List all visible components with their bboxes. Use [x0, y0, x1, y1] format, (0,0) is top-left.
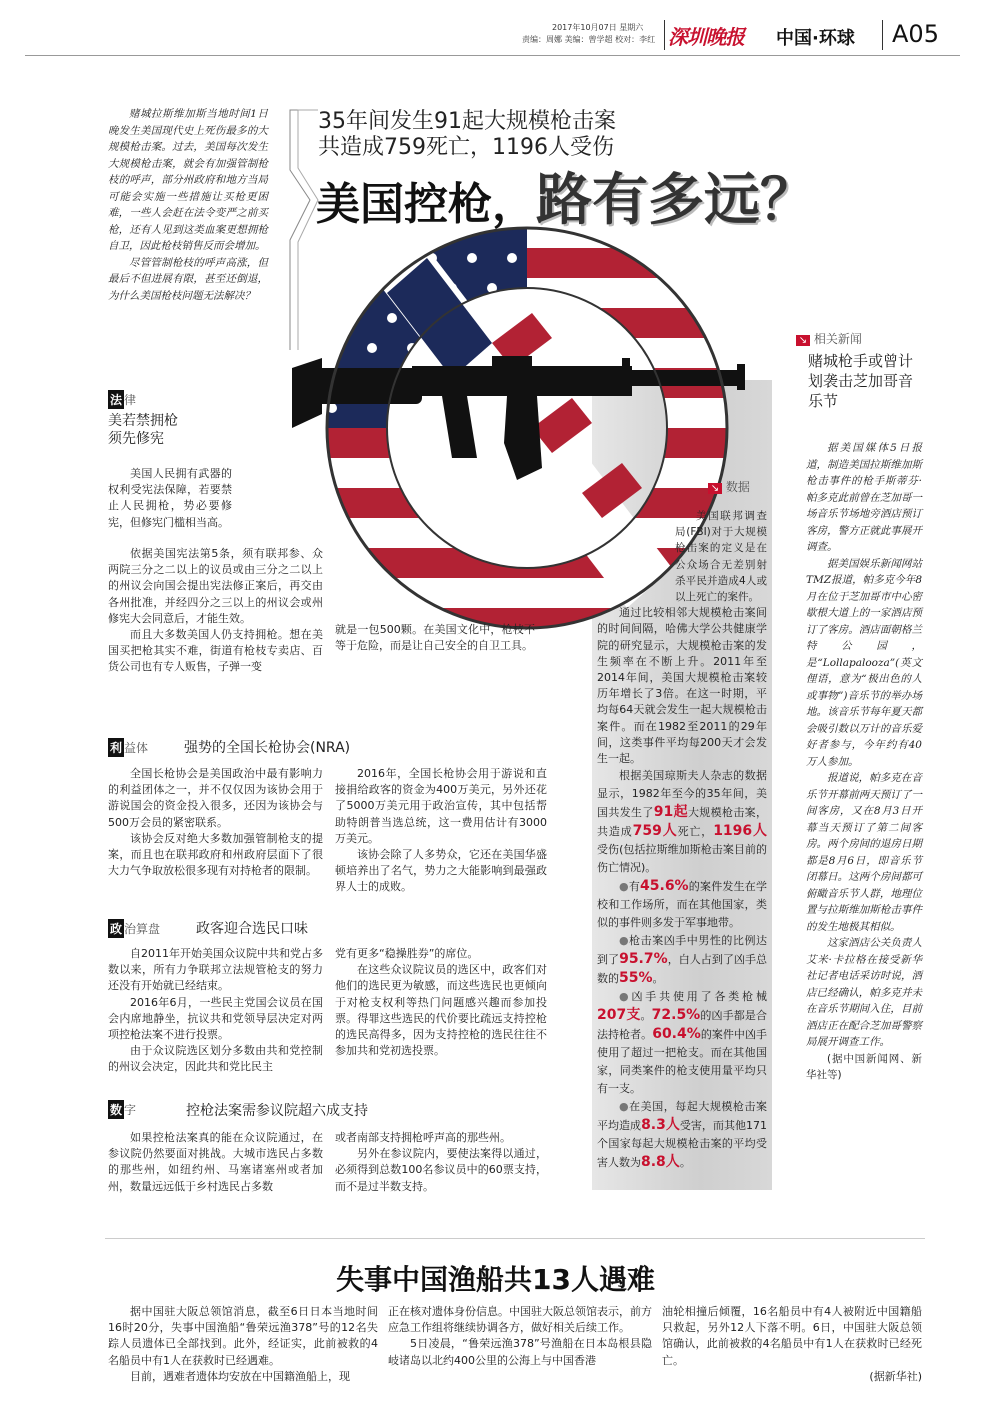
data-label [708, 478, 750, 495]
related-title-2: 划袭击芝加哥音 [808, 372, 914, 390]
law-tag-box: 法 [108, 390, 124, 409]
math-tag-box: 数 [108, 1100, 124, 1119]
boat-col-1 [108, 1304, 378, 1385]
related-paragraph-2: 据美国娱乐新闻网站TMZ报道，帕多克今年8月在位于芝加哥市中心密歇根大道上的一家酒店预订了客房。酒店面朝格兰特公园，是“Lollapalooza”(英文俚语，意为“极出色的人或事物”)音乐节的举办场地。该音乐节每年夏天都会吸引数以万计的音乐爱好者参与，今年约有40万人参加。 [806, 557, 922, 768]
politics-title: 政客迎合选民口味 [196, 921, 308, 937]
politics-tag-rest: 治算盘 [124, 922, 161, 936]
law-paragraph-4: 就是一包500颗。在美国文化中，枪枝不等于危险，而是让自己安全的自卫工具。 [335, 623, 535, 653]
header-rule [25, 55, 960, 56]
math-paragraph-3: 另外在参议院内，要使法案得以通过，必须得到总数100名参议员中的60票支持，而不是过半数支持。 [335, 1147, 547, 1193]
header-date: 2017年10月07日 星期六 [552, 23, 644, 32]
law-paragraph-2: 依据美国宪法第5条，须有联邦参、众两院三分之二以上的议员或由三分之二以上的州议会向国会提出宪法修正案后，再交由各州批准，并经四分之三以上的州议会或州修宪大会同意后，才能生效。 [108, 547, 323, 625]
law-body-narrow [108, 466, 232, 531]
math-col-2 [335, 1130, 547, 1195]
data-paragraph-2: 通过比较相邻大规模枪击案间的时间间隔，哈佛大学公共健康学院的研究显示，大规模枪击案的发生频率在不断上升。2011年至2014年间，美国大规模枪击案较历年增长了3倍。在这一时期，平均每64天就会发生一起大规模枪击案件。而在1982至2011的29年间，这类事件平均每200天才会发生一起。 [597, 606, 767, 766]
data-stat-72: 72.5% [651, 1007, 701, 1024]
related-paragraph-4: 这家酒店公关负责人艾米·卡拉格在接受新华社记者电话采访时说，酒店已经确认，帕多克并未在音乐节期间入住，目前酒店正在配合芝加哥警察局展开调查工作。 [806, 937, 922, 1048]
math-paragraph-2: 或者南部支持拥枪呼声高的那些州。 [335, 1131, 511, 1144]
politics-paragraph-5: 在这些众议院议员的选区中，政客们对他们的选民更为敏感，而这些选民也更倾向于对枪支权利等热门问题感兴趣而参加投票。得罪这些选民的代价要比疏远支持控枪的选民高得多，因为支持控枪的选民往往不参加共和党初选投票。 [335, 963, 547, 1058]
header-divider-2 [882, 20, 883, 50]
boat-paragraph-2: 目前，遇难者遗体均安放在中国籍渔船上，现 [130, 1369, 350, 1383]
data-bullet-1 [597, 877, 767, 932]
data-stat-759: 759人 [632, 823, 678, 840]
data-stat-207: 207支 [597, 1007, 641, 1024]
headline-main-b: 路有多远？ [536, 168, 816, 233]
data-b1-b: 的案件发生在学校和工作场所，而在其他国家，类似的事件则多发于军事地带。 [597, 880, 768, 930]
math-paragraph-1: 如果控枪法案真的能在众议院通过，在参议院仍然要面对挑战。大城市选民占多数的那些州，如纽约州、马塞诸塞州或者加州，数量远远低于乡村选民占多数 [108, 1131, 323, 1193]
data-arrow-icon: ↘ [708, 483, 722, 494]
newspaper-logo: 深圳晚报 [668, 25, 744, 49]
law-paragraph-1: 美国人民拥有武器的权利受宪法保障，若要禁止人民拥枪，势必要修宪，但修宪门槛相当高。 [108, 467, 232, 529]
data-b1-a: 有 [628, 880, 641, 894]
data-b4-c: 。 [679, 1156, 691, 1170]
data-b2-b: ，白人占到了凶手总数的 [597, 953, 768, 986]
politics-paragraph-2: 2016年6月，一些民主党国会议员在国会内席地静坐，抗议共和党领导层决定对两项控枪法案不进行投票。 [108, 995, 323, 1042]
law-body-wide [108, 546, 323, 676]
headline-sub-1: 35年间发生91起大规模枪击案 [318, 109, 616, 134]
bullet-icon: ● [619, 1100, 630, 1114]
boat-paragraph-1: 据中国驻大阪总领馆消息，截至6日日本当地时间16时20分，失事中国渔船“鲁荣远渔378”号的12名失踪人员遗体已全部找到。此外，经证实，此前被救的4名船员中有1人在获救时已经遇难。 [108, 1305, 378, 1367]
law-tag [108, 390, 136, 409]
section-rule [105, 1238, 925, 1239]
data-stat-45: 45.6% [640, 878, 689, 895]
bullet-icon: ● [619, 934, 630, 948]
interest-paragraph-2: 该协会反对绝大多数加强管制枪支的提案，而且也在联邦政府和州政府层面下了很大力气争取放松很多现有对持枪者的限制。 [108, 831, 323, 878]
data-stat-60: 60.4% [652, 1026, 701, 1043]
data-b3-a: 凶手共使用了各类枪械 [631, 990, 767, 1004]
data-label-text: 数据 [725, 480, 750, 494]
related-arrow-icon: ↘ [796, 335, 810, 346]
data-stat-95: 95.7% [619, 951, 668, 968]
data-b4-a: 在美国，每起大规模枪击案平均造成 [597, 1100, 767, 1133]
header-bar [520, 18, 960, 58]
politics-tag [108, 919, 160, 938]
data-bullet-3 [597, 988, 767, 1098]
interest-title: 强势的全国长枪协会(NRA) [184, 740, 351, 756]
data-stat-55: 55% [619, 970, 653, 987]
interest-paragraph-3: 2016年，全国长枪协会用于游说和直接捐给政客的资金为400万美元，另外还花了5000万美元用于政治宣传，其中包括帮助特朗普当选总统，这一费用估计有3000万美元。 [335, 767, 547, 845]
data-bullet-2 [597, 932, 767, 988]
boat-col-2 [388, 1304, 652, 1369]
data-b3-b: 。 [640, 1009, 652, 1023]
math-tag-rest: 字 [124, 1103, 137, 1117]
politics-paragraph-1: 自2011年开始美国众议院中共和党占多数以来，所有力争联邦立法规管枪支的努力还没有开始就已经结束。 [108, 947, 323, 993]
data-p3-a: 根据美国琼斯夫人杂志的数据显示，1982年至今的35年间，美国共发生了 [597, 769, 767, 820]
interest-col-1 [108, 766, 323, 879]
boat-source: (据新华社) [869, 1369, 922, 1383]
law-tag-rest: 律 [124, 393, 137, 407]
interest-tag-rest: 益体 [124, 741, 149, 755]
header-editors: 责编：周娜 美编：曾学超 校对：李红 [522, 35, 656, 44]
intro-paragraph-2: 尽管管制枪枝的呼声高涨，但最后不但进展有限，甚至还倒退，为什么美国枪枝问题无法解决？ [108, 256, 268, 302]
headline-sub-2: 共造成759死亡，1196人受伤 [318, 135, 614, 160]
data-box-body [597, 508, 767, 1172]
interest-tag [108, 738, 148, 757]
related-source: (据中国新闻网、新华社等) [806, 1052, 922, 1081]
politics-paragraph-4: 党有更多“稳操胜券”的席位。 [335, 947, 479, 960]
related-title-3: 乐节 [808, 392, 839, 410]
interest-tag-box: 利 [108, 738, 124, 757]
data-p3-d: 受伤(包括拉斯维加斯枪击案目前的伤亡情况)。 [597, 843, 767, 875]
law-body-col2 [335, 622, 535, 654]
data-stat-8-8: 8.8人 [641, 1154, 680, 1171]
math-col-1 [108, 1130, 323, 1195]
intro-paragraph-1: 赌城拉斯维加斯当地时间1日晚发生美国现代史上死伤最多的大规模枪击案。过去，美国每次发生大规模枪击案，就会有加强管制枪枝的呼声，部分州政府和地方当局可能会实施一些措施让买枪更困难，一些人会赶在法令变严之前买枪，还有人见到这类血案更想拥枪自卫，因此枪枝销售反而会增加。 [108, 108, 268, 252]
bullet-icon: ● [619, 990, 632, 1004]
politics-paragraph-3: 由于众议院选区划分多数由共和党控制的州议会决定，因此共和党比民主 [108, 1044, 323, 1074]
header-section: 中国·环球 [776, 28, 855, 49]
data-stat-8-3: 8.3人 [641, 1117, 680, 1134]
data-bullet-4 [597, 1098, 767, 1172]
politics-col-1 [108, 946, 323, 1076]
related-title-1: 赌城枪手或曾计 [808, 352, 914, 370]
boat-paragraph-4: 5日凌晨，“鲁荣远渔378”号渔船在日本岛根县隐岐诸岛以北约400公里的公海上与中国香港 [388, 1337, 652, 1367]
boat-paragraph-5: 油轮相撞后倾覆，16名船员中有4人被附近中国籍船只救起，另外12人下落不明。6日，中国驻大阪总领馆确认，此前被救的4名船员中有1人在获救时已经死亡。 [662, 1305, 922, 1367]
politics-col-2 [335, 946, 547, 1059]
interest-col-2 [335, 766, 547, 896]
page-number: A05 [892, 20, 939, 48]
data-b3-c: 的凶手都是合法持枪者。 [597, 1009, 768, 1042]
related-body [806, 440, 922, 1083]
data-paragraph-3 [597, 767, 767, 877]
law-title-2: 须先修宪 [108, 431, 164, 447]
bullet-icon: ● [619, 880, 629, 894]
politics-tag-box: 政 [108, 919, 124, 938]
data-p3-c: 死亡， [677, 825, 714, 839]
headline-main-a: 美国控枪， [316, 179, 536, 230]
interest-paragraph-1: 全国长枪协会是美国政治中最有影响力的利益团体之一，并不仅仅因为该协会用于游说国会的资金投入很多，还因为该协会与500万会员的紧密联系。 [108, 767, 323, 829]
intro-text [108, 106, 268, 304]
law-paragraph-3: 而且大多数美国人仍支持拥枪。想在美国买把枪其实不难，街道有枪枝专卖店、百货公司也有专人贩售，子弹一变 [108, 628, 323, 674]
related-label-text: 相关新闻 [813, 332, 862, 346]
data-b3-d: 的案件中凶手使用了超过一把枪支。而在其他国家，同类案件的枪支使用量平均只有一支。 [597, 1028, 768, 1096]
data-b2-a: 枪击案凶手中男性的比例达到了 [597, 934, 767, 967]
math-title: 控枪法案需参议院超六成支持 [186, 1103, 368, 1119]
data-stat-91: 91起 [653, 804, 688, 821]
boat-title: 失事中国渔船共13人遇难 [336, 1263, 655, 1296]
data-b2-c: 。 [652, 972, 664, 986]
related-label [796, 330, 862, 347]
boat-col-3 [662, 1304, 922, 1385]
interest-paragraph-4: 该协会除了人多势众，它还在美国华盛顿培养出了名气，势力之大能影响到最强政界人士的成败。 [335, 848, 547, 894]
boat-paragraph-3: 正在核对遗体身份信息。中国驻大阪总领馆表示，前方应急工作组将继续协调各方，做好相关后续工作。 [388, 1305, 652, 1335]
data-p3-b: 大规模枪击案，共造成 [597, 806, 768, 839]
header-divider [664, 20, 665, 50]
related-paragraph-3: 报道说，帕多克在音乐节开幕前两天预订了一间客房，又在8月3日开幕当天预订了第二间客房。两个房间的退房日期都是8月6日，即音乐节闭幕日。这两个房间都可俯瞰音乐节人群，地理位置与拉斯维加斯枪击事件的发生地极其相似。 [806, 772, 922, 933]
law-title-1: 美若禁拥枪 [108, 413, 178, 429]
data-b4-b: 受害，而其他171个国家每起大规模枪击案的平均受害人数为 [597, 1119, 767, 1170]
related-paragraph-1: 据美国媒体5日报道，制造美国拉斯维加斯枪击事件的枪手斯蒂芬·帕多克此前曾在芝加哥一场音乐节场地旁酒店预订客房，警方正就此事展开调查。 [806, 442, 922, 553]
data-stat-1196: 1196人 [713, 823, 768, 840]
math-tag [108, 1100, 136, 1119]
data-paragraph-1: 美国联邦调查局(FBI)对于大规模枪击案的定义是在公众场合无差别射杀平民并造成4人或以上死亡的案件。 [675, 510, 767, 604]
